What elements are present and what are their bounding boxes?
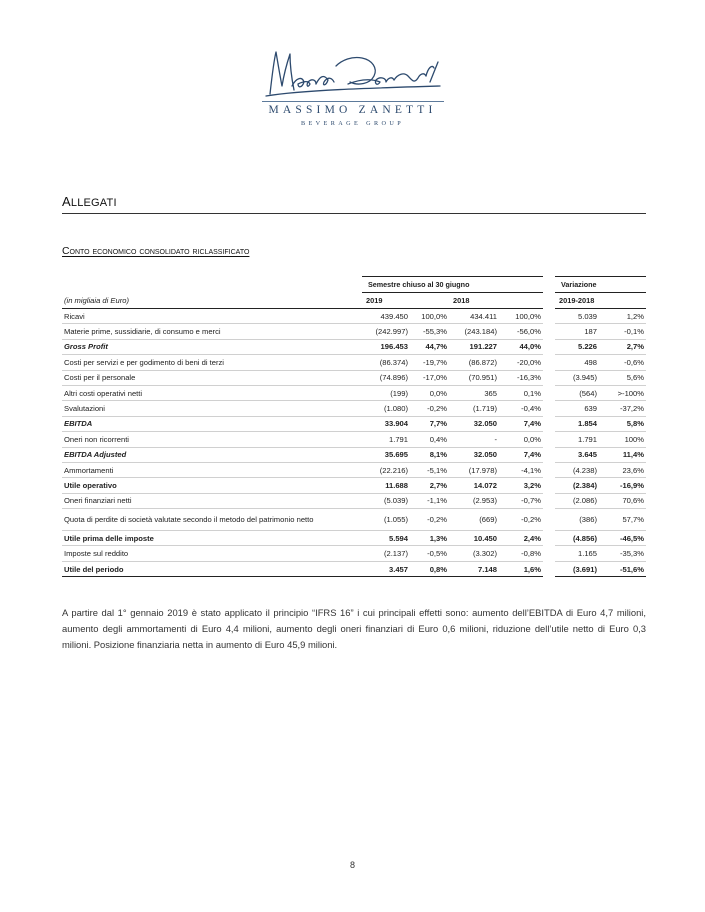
row-label: Oneri finanziari netti [62, 493, 362, 508]
value-2018: (86.872) [449, 355, 499, 370]
percent-2018: -0,8% [499, 546, 543, 561]
section-heading-rest: LLEGATI [70, 197, 117, 209]
percent-2019: 7,7% [410, 416, 449, 431]
percent-2018: 3,2% [499, 478, 543, 493]
value-2019: (199) [362, 385, 410, 400]
table-row [62, 493, 646, 508]
value-2018: 365 [449, 385, 499, 400]
table-row [62, 432, 646, 447]
variation-percent: 1,2% [599, 309, 646, 324]
percent-2018: 44,0% [499, 339, 543, 354]
percent-2019: 100,0% [410, 309, 449, 324]
value-2018: 32.050 [449, 447, 499, 462]
percent-2018: -0,2% [499, 509, 543, 531]
variation-value: 5.039 [555, 309, 599, 324]
value-2018: (3.302) [449, 546, 499, 561]
percent-2018: 0,1% [499, 385, 543, 400]
value-2018: (2.953) [449, 493, 499, 508]
variation-value: (2.384) [555, 478, 599, 493]
variation-value: 187 [555, 324, 599, 339]
table-row [62, 309, 646, 324]
header-variation-group: Variazione [555, 277, 646, 293]
header-spacer [62, 277, 362, 293]
row-label: Costi per il personale [62, 370, 362, 385]
table-row [62, 509, 646, 531]
variation-percent: 5,8% [599, 416, 646, 431]
table-row [62, 478, 646, 493]
percent-2018: 2,4% [499, 531, 543, 546]
value-2018: 32.050 [449, 416, 499, 431]
percent-2019: -5,1% [410, 462, 449, 477]
percent-2018: -16,3% [499, 370, 543, 385]
row-label: Utile del periodo [62, 561, 362, 576]
variation-value: 1.791 [555, 432, 599, 447]
value-2018: 191.227 [449, 339, 499, 354]
percent-2019: -0,2% [410, 509, 449, 531]
value-2018: (243.184) [449, 324, 499, 339]
value-2019: 3.457 [362, 561, 410, 576]
percent-2018: 7,4% [499, 416, 543, 431]
percent-2019: 0,8% [410, 561, 449, 576]
table-row [62, 339, 646, 354]
header-period-group: Semestre chiuso al 30 giugno [362, 277, 543, 293]
variation-percent: >-100% [599, 385, 646, 400]
row-label: Oneri non ricorrenti [62, 432, 362, 447]
variation-value: (3.691) [555, 561, 599, 576]
variation-percent: -37,2% [599, 401, 646, 416]
table-row [62, 447, 646, 462]
row-label: Quota di perdite di società valutate secondo il metodo del patrimonio netto [62, 509, 362, 531]
table-row [62, 370, 646, 385]
percent-2019: -1,1% [410, 493, 449, 508]
percent-2019: 1,3% [410, 531, 449, 546]
table-row [62, 462, 646, 477]
row-label: EBITDA [62, 416, 362, 431]
percent-2018: -56,0% [499, 324, 543, 339]
value-2019: (242.997) [362, 324, 410, 339]
ifrs16-note: A partire dal 1° gennaio 2019 è stato applicato il principio “IFRS 16” i cui principali effetti sono: aumento dell’EBITDA di Euro 4,7 milioni, aumento degli ammortamenti di Euro 4,4 milioni, aumento degli oneri finanziari di Euro 0,6 milioni, riduzione dell’utile netto di Euro 0,3 milioni. Posizione finanziaria netta in aumento di Euro 45,9 milioni. [62, 607, 646, 650]
variation-value: (2.086) [555, 493, 599, 508]
variation-value: 1.165 [555, 546, 599, 561]
variation-value: 498 [555, 355, 599, 370]
table-row [62, 531, 646, 546]
variation-percent: -16,9% [599, 478, 646, 493]
percent-2019: -19,7% [410, 355, 449, 370]
variation-value: 1.854 [555, 416, 599, 431]
value-2018: 10.450 [449, 531, 499, 546]
value-2018: (17.978) [449, 462, 499, 477]
percent-2019: 2,7% [410, 478, 449, 493]
row-label: Utile prima delle imposte [62, 531, 362, 546]
percent-2018: 1,6% [499, 561, 543, 576]
header-unit-label: (in migliaia di Euro) [62, 293, 362, 309]
variation-value: (4.238) [555, 462, 599, 477]
percent-2018: -4,1% [499, 462, 543, 477]
percent-2019: -0,5% [410, 546, 449, 561]
variation-percent: 70,6% [599, 493, 646, 508]
percent-2019: 0,0% [410, 385, 449, 400]
value-2019: (74.896) [362, 370, 410, 385]
variation-percent: -35,3% [599, 546, 646, 561]
row-label: Svalutazioni [62, 401, 362, 416]
variation-percent: 2,7% [599, 339, 646, 354]
percent-2018: -0,4% [499, 401, 543, 416]
variation-value: 3.645 [555, 447, 599, 462]
company-logo [0, 40, 705, 140]
row-label: Utile operativo [62, 478, 362, 493]
section-heading-initial: A [62, 194, 71, 209]
row-label: Altri costi operativi netti [62, 385, 362, 400]
value-2018: 434.411 [449, 309, 499, 324]
percent-2018: 7,4% [499, 447, 543, 462]
percent-2019: -0,2% [410, 401, 449, 416]
variation-percent: 57,7% [599, 509, 646, 531]
table-row [62, 401, 646, 416]
value-2019: (5.039) [362, 493, 410, 508]
variation-percent: -46,5% [599, 531, 646, 546]
value-2019: (1.055) [362, 509, 410, 531]
value-2018: 14.072 [449, 478, 499, 493]
row-label: Gross Profit [62, 339, 362, 354]
variation-percent: 100% [599, 432, 646, 447]
row-label: Ricavi [62, 309, 362, 324]
header-year-2019: 2019 [362, 293, 449, 309]
income-statement-body [62, 277, 646, 577]
table-row [62, 416, 646, 431]
percent-2019: -17,0% [410, 370, 449, 385]
row-label: Costi per servizi e per godimento di beni di terzi [62, 355, 362, 370]
value-2018: - [449, 432, 499, 447]
percent-2018: -20,0% [499, 355, 543, 370]
table-row [62, 385, 646, 400]
percent-2019: 0,4% [410, 432, 449, 447]
value-2019: (2.137) [362, 546, 410, 561]
variation-value: (386) [555, 509, 599, 531]
section-heading [62, 194, 646, 214]
table-row [62, 355, 646, 370]
table-header-years-row [62, 293, 646, 309]
header-year-2018: 2018 [449, 293, 543, 309]
variation-percent: -0,1% [599, 324, 646, 339]
table-row [62, 546, 646, 561]
variation-percent: 11,4% [599, 447, 646, 462]
value-2018: 7.148 [449, 561, 499, 576]
value-2019: 196.453 [362, 339, 410, 354]
variation-value: (3.945) [555, 370, 599, 385]
table-header-group-row [62, 277, 646, 293]
value-2019: 33.904 [362, 416, 410, 431]
row-label: EBITDA Adjusted [62, 447, 362, 462]
variation-percent: -0,6% [599, 355, 646, 370]
signature-logo-mark [262, 46, 444, 102]
logo-subtitle: BEVERAGE GROUP [300, 120, 405, 127]
value-2018: (1.719) [449, 401, 499, 416]
table-row [62, 324, 646, 339]
value-2019: (1.080) [362, 401, 410, 416]
table-row [62, 561, 646, 576]
income-statement-table [62, 276, 646, 577]
value-2019: 439.450 [362, 309, 410, 324]
variation-value: 639 [555, 401, 599, 416]
percent-2019: 44,7% [410, 339, 449, 354]
header-variation-period: 2019-2018 [555, 293, 646, 309]
percent-2018: -0,7% [499, 493, 543, 508]
variation-percent: -51,6% [599, 561, 646, 576]
value-2019: 1.791 [362, 432, 410, 447]
value-2019: 35.695 [362, 447, 410, 462]
row-label: Materie prime, sussidiarie, di consumo e merci [62, 324, 362, 339]
table-title: Conto economico consolidato riclassificato [62, 246, 250, 257]
value-2019: (86.374) [362, 355, 410, 370]
value-2019: (22.216) [362, 462, 410, 477]
variation-percent: 23,6% [599, 462, 646, 477]
variation-percent: 5,6% [599, 370, 646, 385]
percent-2019: 8,1% [410, 447, 449, 462]
value-2019: 11.688 [362, 478, 410, 493]
row-label: Imposte sul reddito [62, 546, 362, 561]
variation-value: (564) [555, 385, 599, 400]
page-number: 8 [349, 860, 355, 870]
value-2018: (669) [449, 509, 499, 531]
value-2019: 5.594 [362, 531, 410, 546]
percent-2019: -55,3% [410, 324, 449, 339]
variation-value: (4.856) [555, 531, 599, 546]
value-2018: (70.951) [449, 370, 499, 385]
logo-company-name: MASSIMO ZANETTI [268, 104, 437, 116]
logo-divider [262, 101, 444, 102]
row-label: Ammortamenti [62, 462, 362, 477]
percent-2018: 100,0% [499, 309, 543, 324]
percent-2018: 0,0% [499, 432, 543, 447]
variation-value: 5.226 [555, 339, 599, 354]
